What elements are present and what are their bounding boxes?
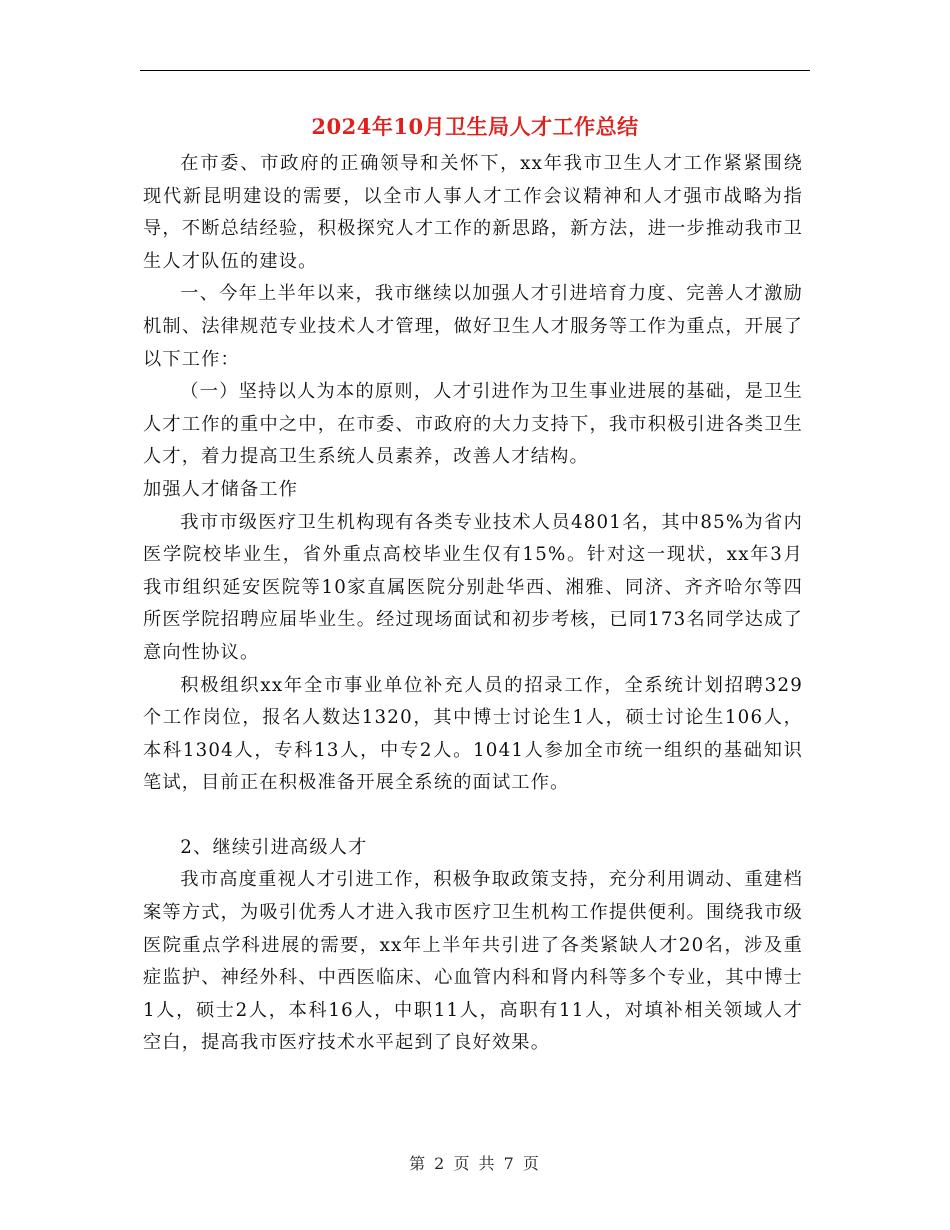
paragraph-section-one: 一、今年上半年以来，我市继续以加强人才引进培育力度、完善人才激励机制、法律规范专业技术人才管理，做好卫生人才服务等工作为重点，开展了以下工作：: [143, 283, 803, 370]
paragraph-intro: 在市委、市政府的正确领导和关怀下，xx年我市卫生人才工作紧紧围绕现代新昆明建设的需要，以全市人事人才工作会议精神和人才强市战略为指导，不断总结经验，积极探究人才工作的新思路，新方法，进一步推动我市卫生人才队伍的建设。: [143, 153, 803, 272]
page-number: 第 2 页 共 7 页: [409, 1154, 541, 1173]
paragraph-senior-talent: 我市高度重视人才引进工作，积极争取政策支持，充分利用调动、重建档案等方式，为吸引优秀人才进入我市医疗卫生机构工作提供便利。围绕我市级医院重点学科进展的需要，xx年上半年共引进了各类紧缺人才20名，涉及重症监护、神经外科、中西医临床、心血管内科和肾内科等多个专业，其中博士1人，硕士2人，本科16人，中职11人，高职有11人，对填补相关领域人才空白，提高我市医疗技术水平起到了良好效果。: [143, 869, 803, 1054]
document-title: 2024年10月卫生局人才工作总结: [311, 114, 639, 139]
paragraph-staff-status: 我市市级医疗卫生机构现有各类专业技术人员4801名，其中85%为省内医学院校毕业生，省外重点高校毕业生仅有15%。针对这一现状，xx年3月我市组织延安医院等10家直属医院分别赴华西、湘雅、同济、齐齐哈尔等四所医学院招聘应届毕业生。经过现场面试和初步考核，已同173名同学达成了意向性协议。: [143, 511, 803, 663]
paragraph-subsection-one: （一）坚持以人为本的原则，人才引进作为卫生事业进展的基础，是卫生人才工作的重中之中，在市委、市政府的大力支持下，我市积极引进各类卫生人才，着力提高卫生系统人员素养，改善人才结构。: [143, 381, 803, 468]
heading-senior-talent: 2、继续引进高级人才: [180, 836, 368, 858]
header-rule: [140, 70, 810, 71]
paragraph-recruitment: 积极组织xx年全市事业单位补充人员的招录工作，全系统计划招聘329个工作岗位，报名人数达1320，其中博士讨论生1人，硕士讨论生106人，本科1304人，专科13人，中专2人。1041人参加全市统一组织的基础知识笔试，目前正在积极准备开展全系统的面试工作。: [143, 674, 803, 794]
document-body: [143, 148, 803, 1060]
heading-talent-reserve: 加强人才储备工作: [143, 478, 299, 500]
